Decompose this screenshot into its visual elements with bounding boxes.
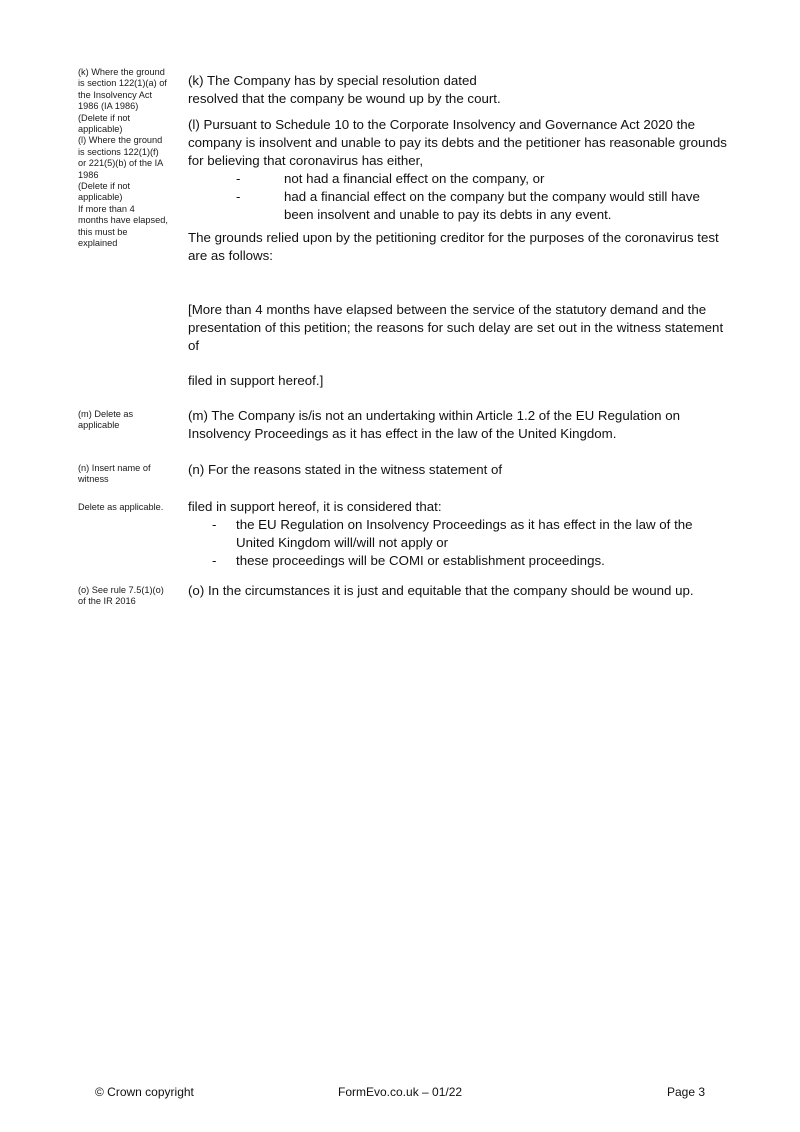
bullet-text: these proceedings will be COMI or establishment proceedings.	[236, 553, 605, 568]
note-line: is sections 122(1)(f)	[78, 146, 159, 157]
n-paragraph: (n) For the reasons stated in the witness statement of	[188, 462, 503, 477]
grounds-text: The grounds relied upon by the petitioning creditor for the purposes of the coronavirus test are as follows:	[188, 230, 719, 263]
section-k	[188, 72, 733, 108]
grounds-paragraph	[188, 229, 733, 265]
margin-note-o	[78, 585, 178, 608]
bullet-dash: -	[212, 553, 217, 568]
section-o	[188, 582, 733, 600]
bullet-text: had a financial effect on the company but the company would still have been insolvent and unable to pay its debts in any event.	[284, 189, 700, 222]
n-bullet-1	[188, 516, 733, 552]
note-line: 1986 (IA 1986)	[78, 101, 139, 112]
note-line: or 221(5)(b) of the IA	[78, 158, 164, 169]
margin-note-m	[78, 409, 178, 432]
note-line: (n) Insert name of	[78, 463, 151, 473]
footer-page-number: Page 3	[667, 1085, 706, 1099]
note-line: (o) See rule 7.5(1)(o)	[78, 585, 164, 595]
l-bullet-2	[188, 188, 733, 224]
note-line: applicable	[78, 420, 120, 431]
margin-note-k-l	[78, 67, 178, 250]
section-n	[188, 461, 733, 479]
note-line: (Delete if not	[78, 181, 131, 192]
bullet-dash: -	[212, 517, 217, 532]
note-line: months have elapsed,	[78, 215, 168, 226]
margin-note-delete	[78, 502, 178, 513]
m-paragraph: (m) The Company is/is not an undertaking within Article 1.2 of the EU Regulation on Insolvency Proceedings as it has effect in the law of the United Kingdom.	[188, 408, 680, 441]
note-line: applicable)	[78, 192, 123, 203]
section-n-cont	[188, 498, 733, 570]
bullet-dash: -	[236, 189, 241, 204]
note-line: applicable)	[78, 124, 123, 135]
delay-paragraph	[188, 301, 733, 355]
note-line: is section 122(1)(a) of	[78, 78, 167, 89]
delay-text: [More than 4 months have elapsed between the service of the statutory demand and the presentation of this petition; the reasons for such delay are set out in the witness statement of	[188, 302, 724, 353]
bullet-text: not had a financial effect on the company, or	[284, 171, 545, 186]
k-line-1: (k) The Company has by special resolution dated	[188, 73, 477, 88]
filed-2-text: filed in support hereof, it is considered that:	[188, 499, 442, 514]
section-m	[188, 407, 733, 443]
note-line: witness	[78, 474, 109, 485]
note-line: the Insolvency Act	[78, 89, 153, 100]
filed-paragraph	[188, 372, 733, 390]
note-line: of the IR 2016	[78, 596, 136, 607]
footer-copyright: © Crown copyright	[95, 1085, 194, 1099]
note-line: (m) Delete as	[78, 409, 134, 419]
note-line: If more than 4	[78, 203, 135, 214]
margin-note-n	[78, 463, 178, 486]
note-line: 1986	[78, 169, 99, 180]
note-line: (k) Where the ground	[78, 67, 165, 77]
note-line: (Delete if not	[78, 112, 131, 123]
l-paragraph: (l) Pursuant to Schedule 10 to the Corporate Insolvency and Governance Act 2020 the company is insolvent and unable to pay its debts and the petitioner has reasonable grounds for believing that coronavirus has either,	[188, 117, 727, 168]
bullet-dash: -	[236, 171, 241, 186]
k-line-2: resolved that the company be wound up by the court.	[188, 91, 501, 106]
o-paragraph: (o) In the circumstances it is just and equitable that the company should be wound up.	[188, 583, 694, 598]
bullet-text: the EU Regulation on Insolvency Proceedings as it has effect in the law of the United Kingdom will/will not apply or	[236, 517, 693, 550]
note-line: explained	[78, 238, 118, 249]
filed-text: filed in support hereof.]	[188, 373, 324, 388]
section-l	[188, 116, 733, 224]
note-line: (l) Where the ground	[78, 135, 163, 146]
footer-source: FormEvo.co.uk – 01/22	[338, 1085, 463, 1099]
note-line: Delete as applicable.	[78, 502, 164, 512]
l-bullet-1	[188, 170, 733, 188]
n-bullet-2	[188, 552, 733, 570]
note-line: this must be	[78, 226, 128, 237]
